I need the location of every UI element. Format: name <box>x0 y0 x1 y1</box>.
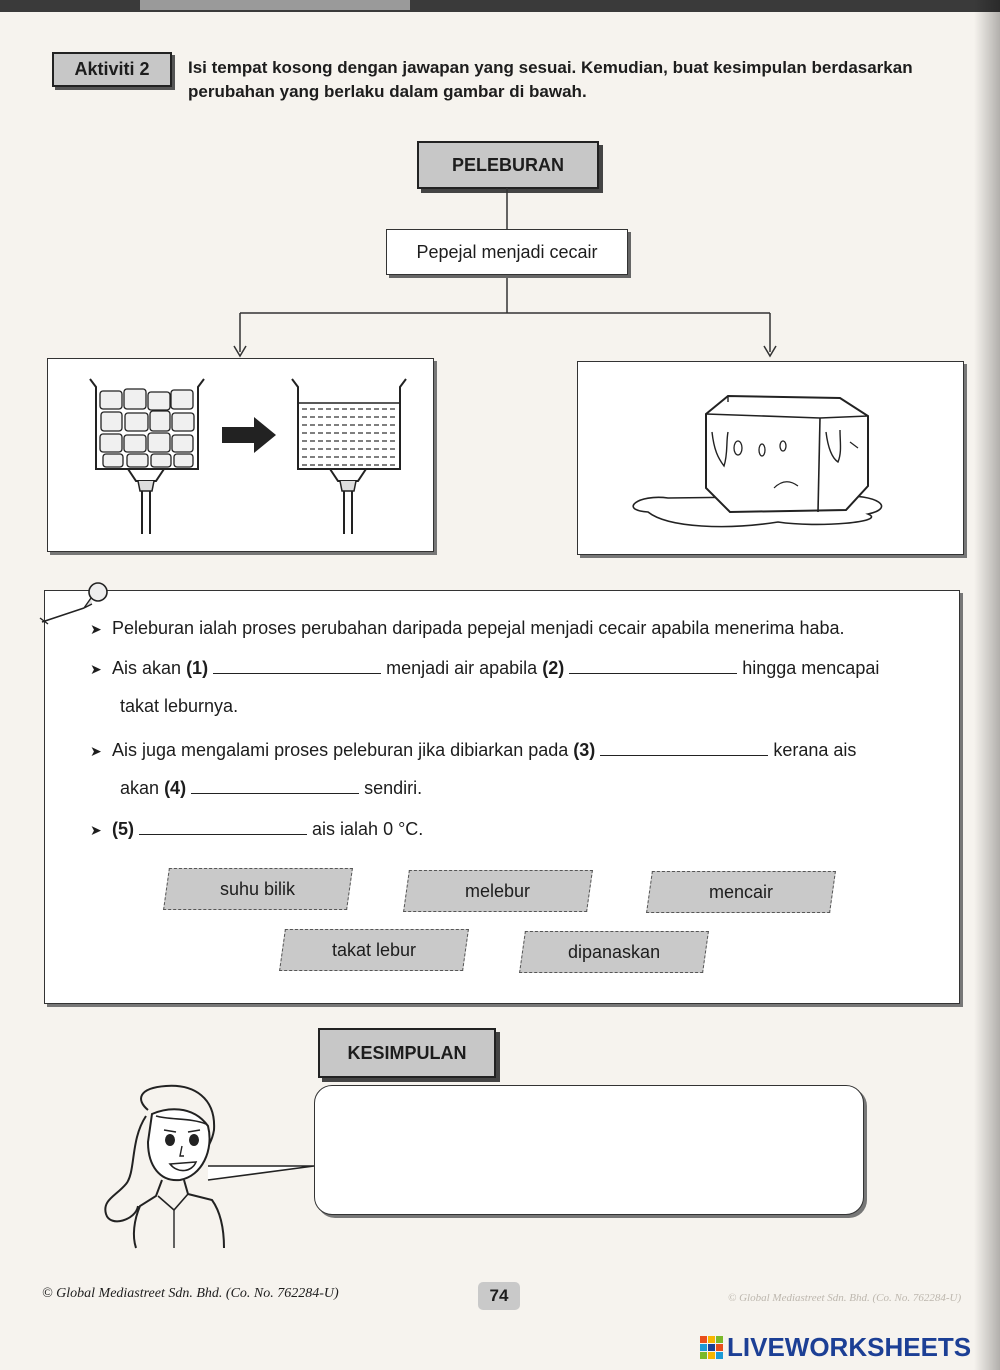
pointer-arrow-icon: ➤ <box>90 661 102 677</box>
beaker-illustration-panel <box>47 358 434 552</box>
copyright-text: © Global Mediastreet Sdn. Bhd. (Co. No. 762284-U) <box>42 1286 339 1301</box>
girl-character-icon <box>96 1080 326 1250</box>
melting-ice-cube-icon <box>578 362 963 554</box>
liveworksheets-logo-icon <box>700 1336 723 1359</box>
statement-line-4: ➤ (5) ais ialah 0 °C. <box>90 819 424 839</box>
liveworksheets-brand: LIVEWORKSHEETS <box>727 1331 972 1362</box>
statement-line-2: ➤ Ais akan (1) menjadi air apabila (2) hingga mencapai <box>90 658 880 678</box>
word-chip-mencair[interactable]: mencair <box>646 871 836 913</box>
bleed-through-copyright: © Global Mediastreet Sdn. Bhd. (Co. No. 762284-U) <box>728 1292 962 1304</box>
conclusion-answer-bubble[interactable] <box>314 1085 864 1215</box>
connector-lines <box>0 0 1000 370</box>
statement-line-3-cont: akan (4) sendiri. <box>120 778 423 798</box>
statement-line-2-cont: takat leburnya. <box>120 696 239 716</box>
statement-line-1: ➤ Peleburan ialah proses perubahan daripada pepejal menjadi cecair apabila menerima haba. <box>90 618 845 638</box>
word-chip-dipanaskan[interactable]: dipanaskan <box>519 931 709 973</box>
pointer-arrow-icon: ➤ <box>90 621 102 637</box>
kesimpulan-title-box: KESIMPULAN <box>318 1028 496 1078</box>
instruction-text: Isi tempat kosong dengan jawapan yang sesuai. Kemudian, buat kesimpulan berdasarkan perubahan yang berlaku dalam gambar di bawah. <box>188 58 913 101</box>
beaker-with-water-icon <box>292 379 406 534</box>
pointer-arrow-icon: ➤ <box>90 743 102 759</box>
word-chip-suhu-bilik[interactable]: suhu bilik <box>163 868 353 910</box>
blank-2[interactable] <box>569 657 737 674</box>
blank-4[interactable] <box>191 777 359 794</box>
peleburan-title-box: PELEBURAN <box>417 141 599 189</box>
beaker-with-ice-icon <box>90 379 204 534</box>
liveworksheets-watermark <box>700 1330 971 1364</box>
beaker-ice-melting-illustration <box>48 359 433 551</box>
word-chip-melebur[interactable]: melebur <box>403 870 593 912</box>
blank-3[interactable] <box>600 739 768 756</box>
page-number: 74 <box>478 1282 520 1310</box>
melting-ice-panel <box>577 361 964 555</box>
word-chip-takat-lebur[interactable]: takat lebur <box>279 929 469 971</box>
blank-1[interactable] <box>213 657 381 674</box>
definition-box: Pepejal menjadi cecair <box>386 229 628 275</box>
pointer-arrow-icon: ➤ <box>90 822 102 838</box>
activity-label: Aktiviti 2 <box>52 52 172 87</box>
statement-line-3: ➤ Ais juga mengalami proses peleburan jika dibiarkan pada (3) kerana ais <box>90 740 857 760</box>
blank-5[interactable] <box>139 818 307 835</box>
right-arrow-icon <box>222 417 276 453</box>
